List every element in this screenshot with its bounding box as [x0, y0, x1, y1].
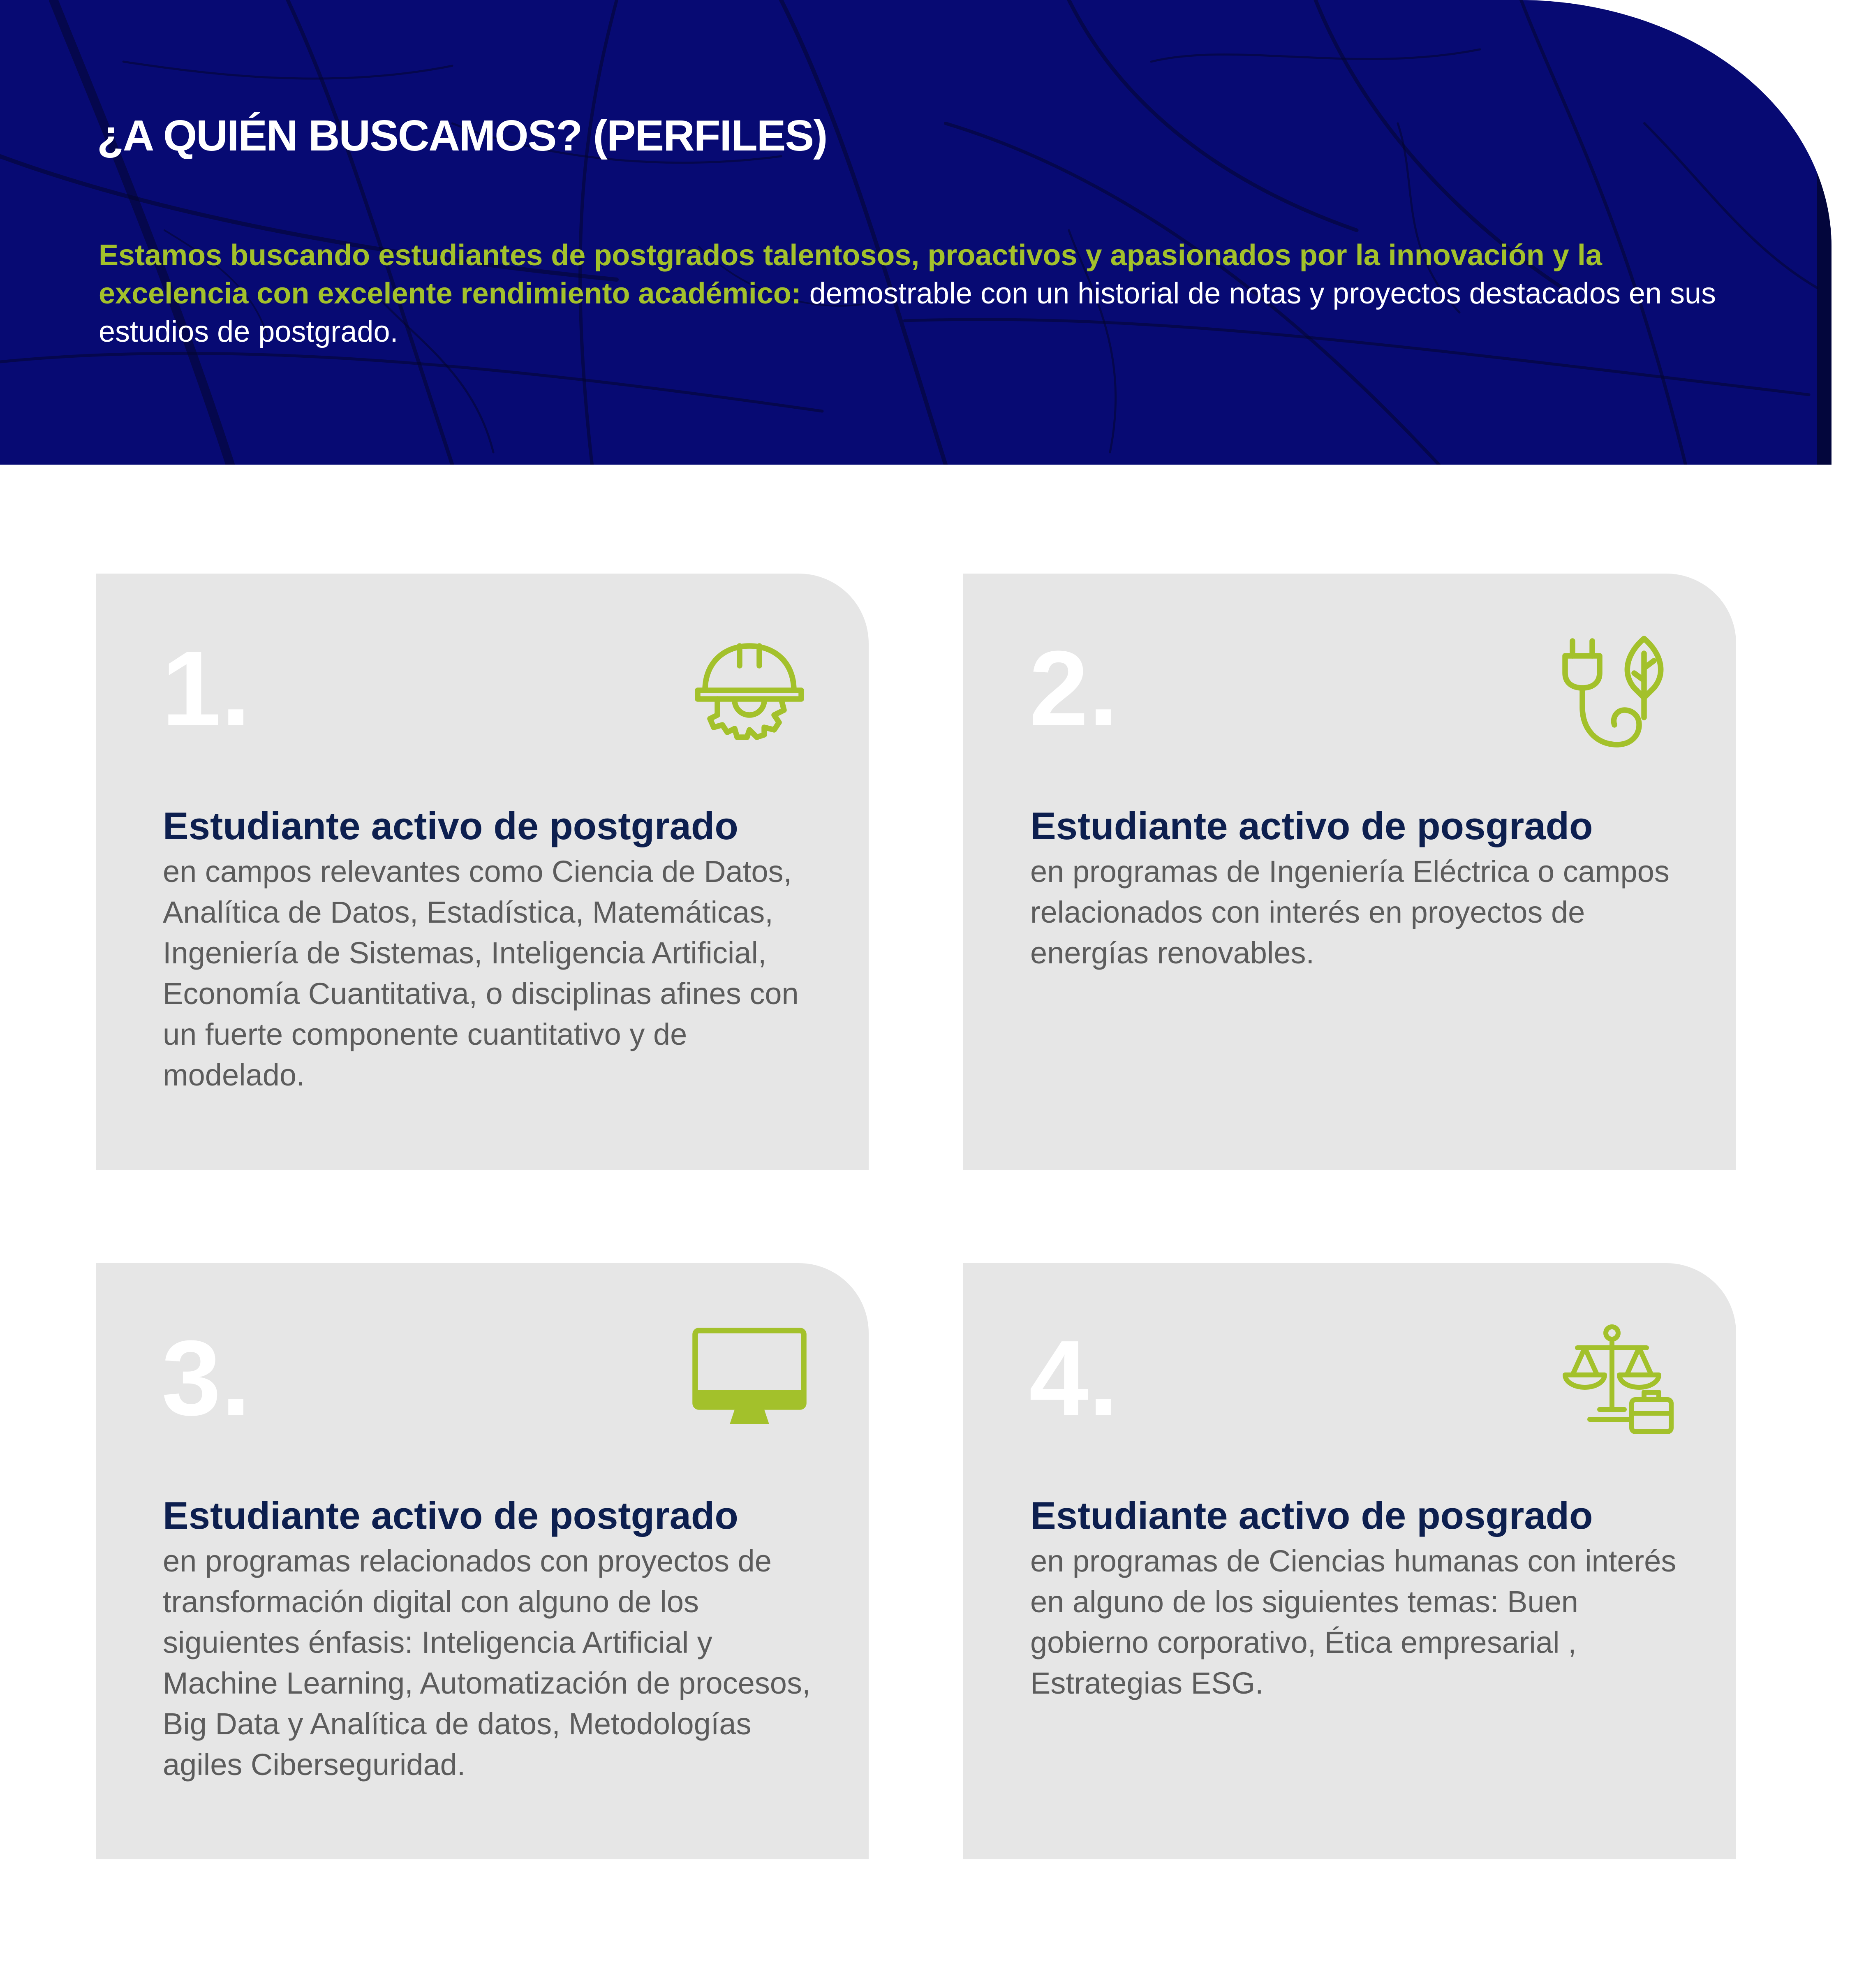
card-number: 2.	[1029, 629, 1118, 748]
card-body: en programas de Ciencias humanas con interés en alguno de los siguientes temas: Buen gobierno corporativo, Ética empresarial , Estrategias ESG.	[1030, 1544, 1677, 1700]
card-title: Estudiante activo de postgrado	[163, 1494, 738, 1537]
card-body: en programas relacionados con proyectos de transformación digital con alguno de los siguientes énfasis: Inteligencia Artificial y Machine Learning, Automatización de procesos, Big Data y Analítica de datos, Metodologías agiles Ciberseguridad.	[163, 1544, 811, 1782]
card-body: en programas de Ingeniería Eléctrica o campos relacionados con interés en proyectos de energías renovables.	[1030, 854, 1670, 970]
profile-card-3	[96, 1263, 869, 1859]
card-number: 4.	[1029, 1319, 1118, 1438]
plug-leaf-icon	[1555, 631, 1679, 754]
page-title: ¿A QUIÉN BUSCAMOS? (PERFILES)	[97, 111, 827, 160]
card-body: en campos relevantes como Ciencia de Datos, Analítica de Datos, Estadística, Matemáticas, Ingeniería de Sistemas, Inteligencia Artificial, Economía Cuantitativa, o disciplinas afines con un fuerte componente cuantitativo y de modelado.	[163, 854, 799, 1092]
card-title: Estudiante activo de posgrado	[1030, 1494, 1593, 1537]
leaf-vein-texture	[0, 0, 1832, 465]
profile-card-1	[96, 574, 869, 1170]
intro-highlight: Estamos buscando estudiantes de postgrados talentosos, proactivos y apasionados por la innovación y la excelencia con excelente rendimiento académico:	[99, 239, 1602, 310]
card-number: 1.	[162, 629, 251, 748]
scales-briefcase-icon	[1555, 1321, 1679, 1444]
hero-banner	[0, 0, 1832, 465]
engineering-helmet-gear-icon	[688, 631, 811, 754]
card-number: 3.	[162, 1319, 251, 1438]
profile-card-2	[963, 574, 1736, 1170]
card-title: Estudiante activo de postgrado	[163, 804, 738, 847]
intro-paragraph	[99, 236, 1723, 351]
intro-text: demostrable con un historial de notas y proyectos destacados en sus estudios de postgrado.	[99, 277, 1716, 348]
computer-monitor-icon	[688, 1321, 811, 1444]
profile-card-4	[963, 1263, 1736, 1859]
card-title: Estudiante activo de posgrado	[1030, 804, 1593, 847]
